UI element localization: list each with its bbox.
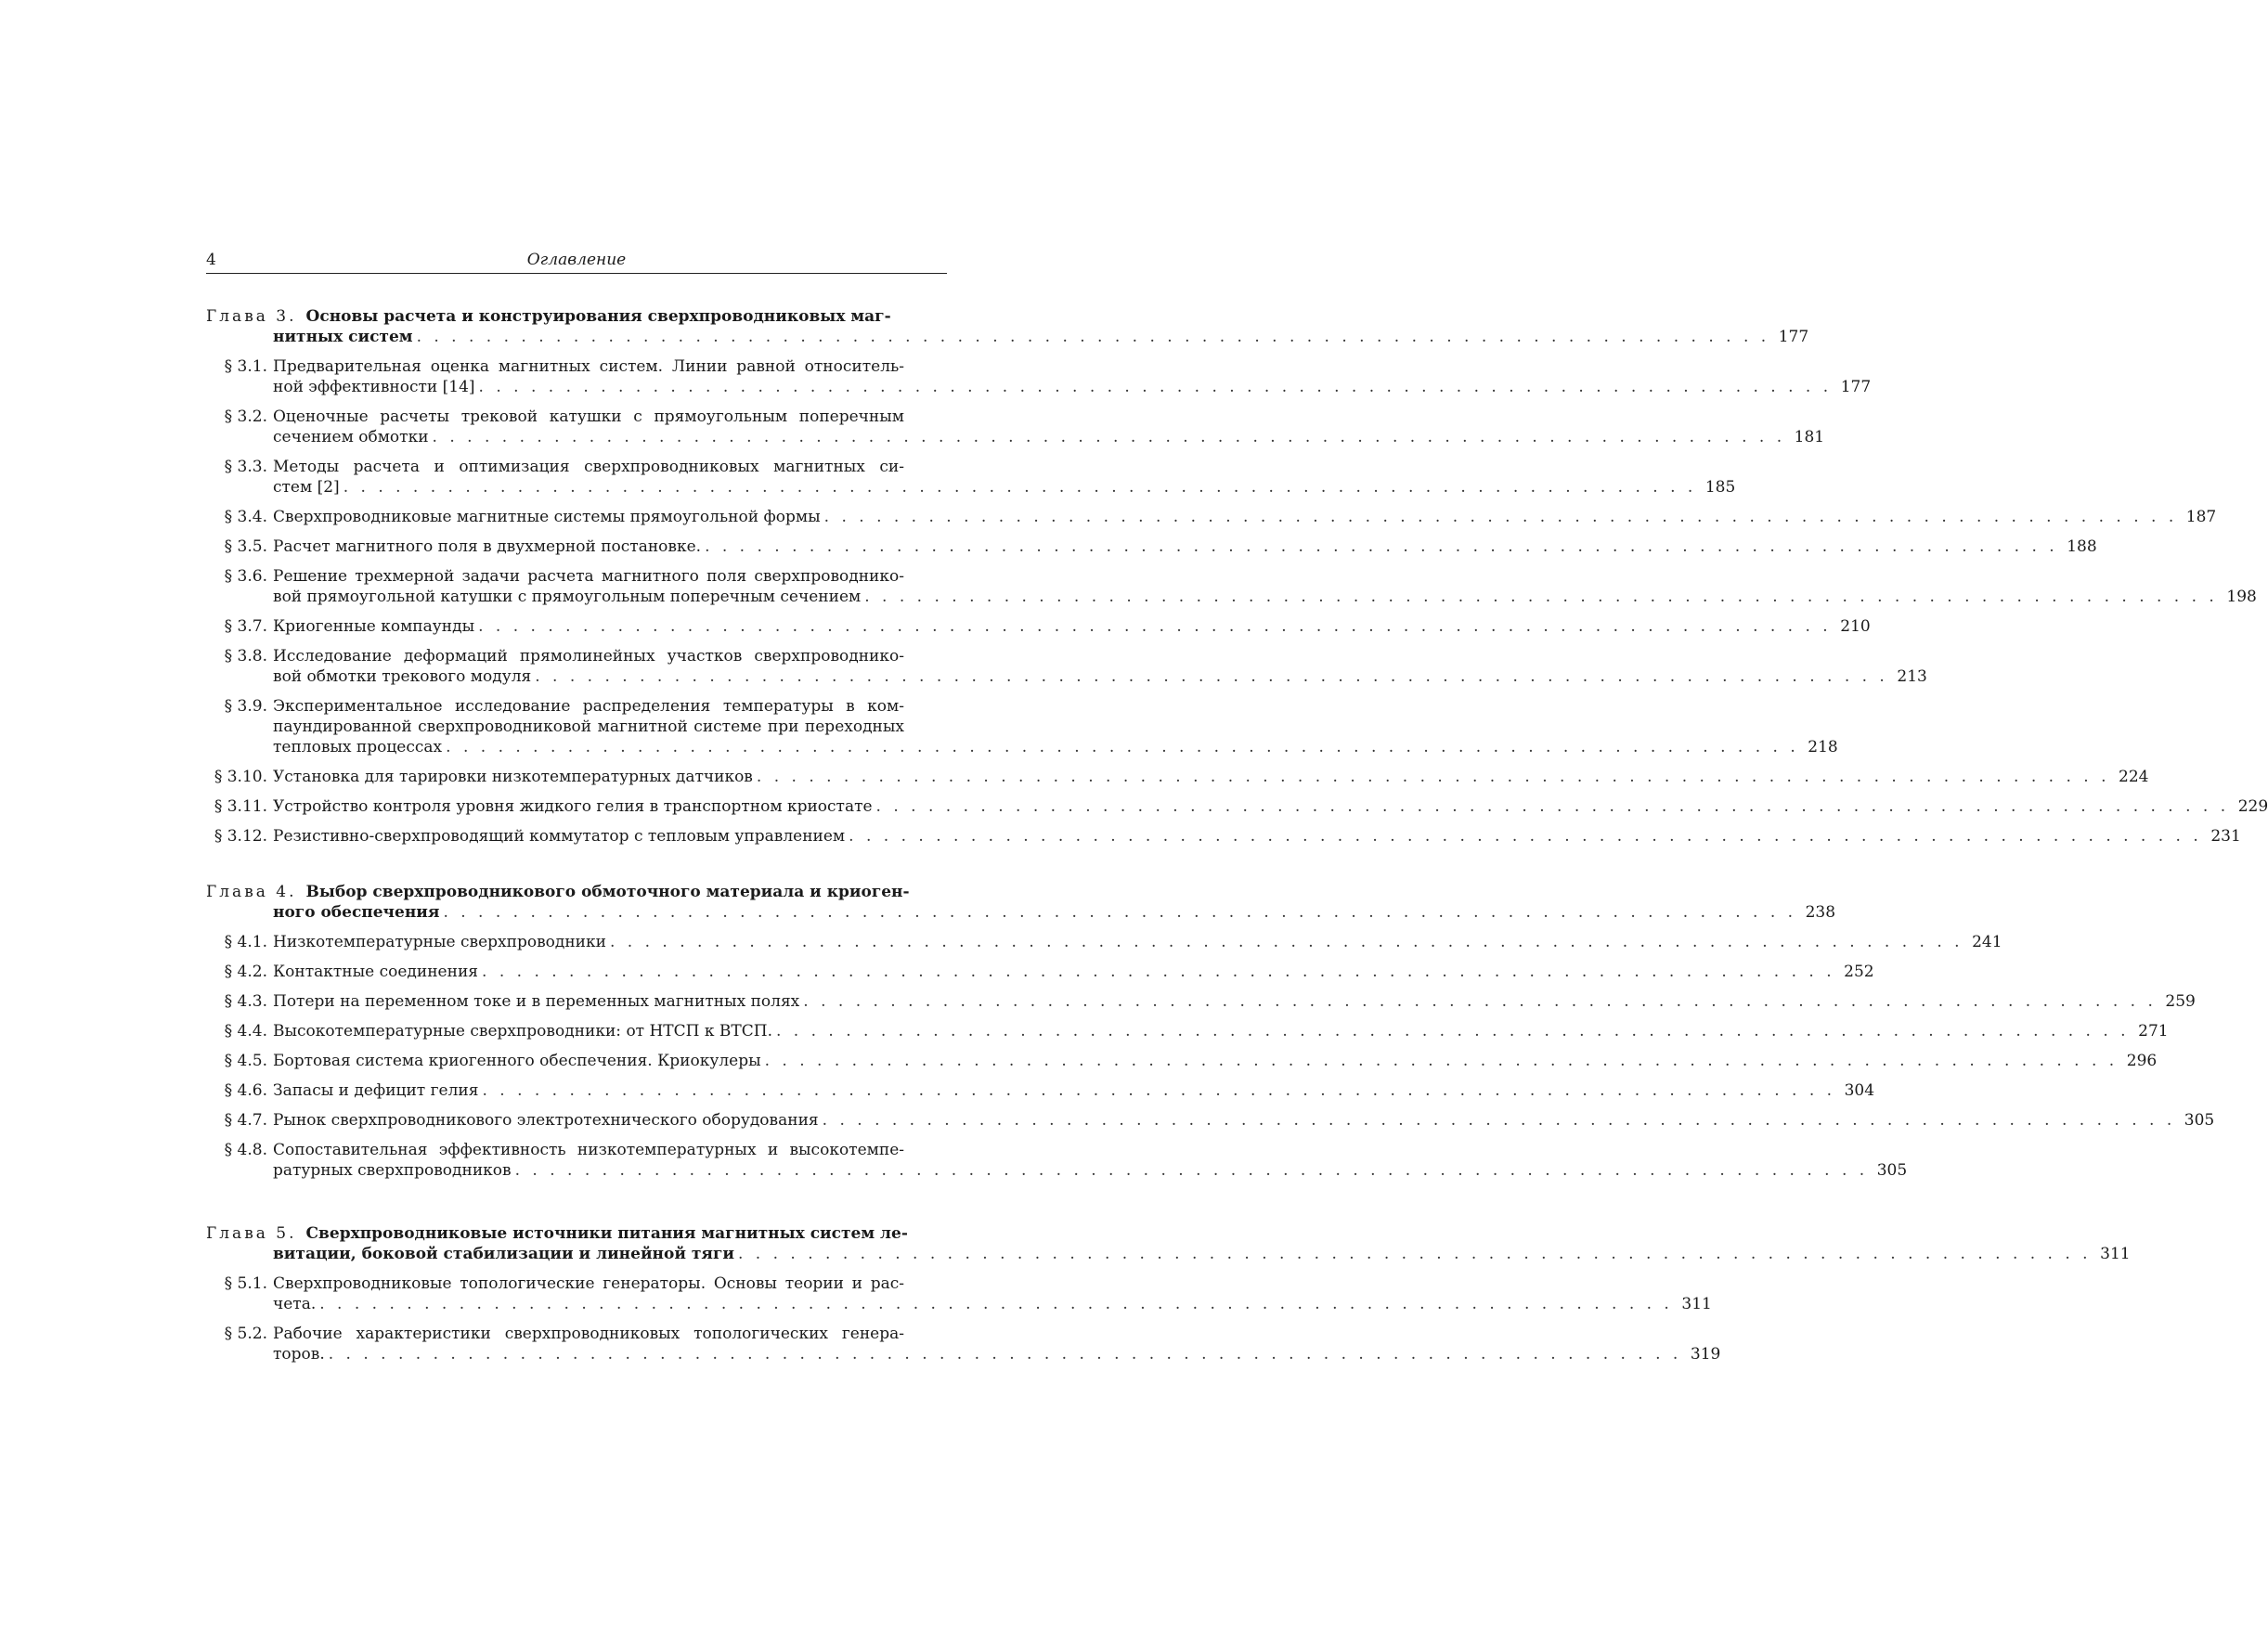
toc-line (206, 991, 2196, 1012)
dot-leader: . . . . . . . . . . . . . . . . . . . . . . . . . . . . . . . . . . . . . . . . . . . . . . . . . . . . . . . . . . . . . . . . . . . . . . . . . . . . . . (416, 328, 1770, 346)
dot-leader: . . . . . . . . . . . . . . . . . . . . . . . . . . . . . . . . . . . . . . . . . . . . . . . . . . . . . . . . . . . . . . . . . . . . . . . . . . . . . . (432, 428, 1786, 446)
section-number: § 3.3. (224, 458, 267, 476)
toc-line (206, 1021, 2169, 1041)
toc-line (206, 1110, 2215, 1131)
section-title: Сверхпроводниковые топологические генераторы. Основы теории и рас- (273, 1274, 904, 1293)
dot-leader: . . . . . . . . . . . . . . . . . . . . . . . . . . . . . . . . . . . . . . . . . . . . . . . . . . . . . . . . . . . . . . . . . . . . . . . . . . . . . . (756, 768, 2110, 786)
chapter-block (206, 882, 2215, 1190)
toc-line (206, 566, 947, 587)
dot-leader: . . . . . . . . . . . . . . . . . . . . . . . . . . . . . . . . . . . . . . . . . . . . . . . . . . . . . . . . . . . . . . . . . . . . . . . . . . . . . . (343, 478, 1697, 497)
section-number: § 4.4. (224, 1022, 267, 1041)
section-number: § 4.2. (224, 963, 267, 981)
section-number: § 3.2. (224, 407, 267, 426)
toc-line (206, 962, 1874, 982)
page-ref: 188 (2067, 537, 2097, 556)
toc-line (206, 826, 2241, 847)
page-ref: 319 (1690, 1345, 1721, 1364)
toc-entry[interactable] (206, 796, 2268, 817)
toc-line (206, 427, 1825, 447)
dot-leader: . . . . . . . . . . . . . . . . . . . . . . . . . . . . . . . . . . . . . . . . . . . . . . . . . . . . . . . . . . . . . . . . . . . . . . . . . . . . . . (482, 963, 1835, 981)
toc-entry[interactable] (206, 1324, 1721, 1364)
chapter-heading[interactable] (206, 882, 1836, 923)
section-number: § 3.12. (214, 827, 267, 846)
toc-line (206, 666, 1927, 687)
toc-line (206, 377, 1872, 397)
dot-leader: . . . . . . . . . . . . . . . . . . . . . . . . . . . . . . . . . . . . . . . . . . . . . . . . . . . . . . . . . . . . . . . . . . . . . . . . . . . . . . (443, 903, 1797, 922)
dot-leader: . . . . . . . . . . . . . . . . . . . . . . . . . . . . . . . . . . . . . . . . . . . . . . . . . . . . . . . . . . . . . . . . . . . . . . . . . . . . . . (328, 1345, 1682, 1364)
page-ref: 187 (2185, 508, 2217, 526)
toc-entry[interactable] (206, 537, 2097, 557)
section-title: Резистивно-сверхпроводящий коммутатор с тепловым управлением (273, 827, 846, 846)
toc-entry[interactable] (206, 1140, 1908, 1181)
section-title-continued: стем [2] (273, 478, 340, 497)
chapter-title-continued: витации, боковой стабилизации и линейной тяги (273, 1245, 734, 1263)
dot-leader: . . . . . . . . . . . . . . . . . . . . . . . . . . . . . . . . . . . . . . . . . . . . . . . . . . . . . . . . . . . . . . . . . . . . . . . . . . . . . . (764, 1052, 2119, 1070)
toc-line (206, 932, 2002, 952)
section-number: § 3.8. (224, 647, 267, 666)
toc-line (206, 537, 2097, 557)
section-title: Исследование деформаций прямолинейных участков сверхпроводнико- (273, 647, 904, 666)
toc-entry[interactable] (206, 1110, 2215, 1131)
toc-line (206, 356, 947, 377)
toc-line (206, 1324, 947, 1344)
section-title: паундированной сверхпроводниковой магнитной системе при переходных (273, 718, 904, 736)
section-title: Решение трехмерной задачи расчета магнитного поля сверхпроводнико- (273, 567, 904, 586)
dot-leader: . . . . . . . . . . . . . . . . . . . . . . . . . . . . . . . . . . . . . . . . . . . . . . . . . . . . . . . . . . . . . . . . . . . . . . . . . . . . . . (822, 1111, 2176, 1130)
section-title-continued: чета. (273, 1295, 317, 1313)
section-title: Предварительная оценка магнитных систем. Линии равной относитель- (273, 357, 904, 376)
chapter-label: Глава 3. (206, 307, 297, 326)
chapter-block (206, 1223, 2131, 1374)
toc-entry[interactable] (206, 767, 2149, 787)
section-title: Криогенные компаунды (273, 617, 475, 636)
section-title: Рабочие характеристики сверхпроводниковых топологических генера- (273, 1325, 904, 1343)
section-title: Оценочные расчеты трековой катушки с прямоугольным поперечным (273, 407, 904, 426)
dot-leader: . . . . . . . . . . . . . . . . . . . . . . . . . . . . . . . . . . . . . . . . . . . . . . . . . . . . . . . . . . . . . . . . . . . . . . . . . . . . . . (535, 667, 1888, 686)
toc-entry[interactable] (206, 962, 1874, 982)
section-title: Расчет магнитного поля в двухмерной постановке. (273, 537, 702, 556)
dot-leader: . . . . . . . . . . . . . . . . . . . . . . . . . . . . . . . . . . . . . . . . . . . . . . . . . . . . . . . . . . . . . . . . . . . . . . . . . . . . . . (705, 537, 2058, 556)
page-ref: 198 (2226, 588, 2257, 606)
page-ref: 296 (2126, 1052, 2158, 1070)
toc-line (206, 587, 2257, 607)
section-number: § 3.6. (224, 567, 267, 586)
toc-line (206, 1294, 1712, 1314)
dot-leader: . . . . . . . . . . . . . . . . . . . . . . . . . . . . . . . . . . . . . . . . . . . . . . . . . . . . . . . . . . . . . . . . . . . . . . . . . . . . . . (514, 1161, 1869, 1180)
section-number: § 3.1. (224, 357, 267, 376)
section-title-continued: ной эффективности [14] (273, 378, 475, 396)
toc-line (206, 616, 1871, 637)
section-number: § 4.7. (224, 1111, 267, 1130)
chapter-title-line (206, 327, 1809, 347)
section-title: Низкотемпературные сверхпроводники (273, 933, 606, 951)
toc-entry[interactable] (206, 991, 2196, 1012)
toc-line (206, 407, 947, 427)
page-ref: 305 (2184, 1111, 2215, 1130)
chapter-heading[interactable] (206, 306, 1809, 347)
toc-entry[interactable] (206, 356, 1872, 397)
toc-entry[interactable] (206, 1273, 1712, 1314)
page-ref: 271 (2138, 1022, 2169, 1041)
toc-entry[interactable] (206, 696, 1838, 757)
page-ref: 252 (1844, 963, 1874, 981)
toc-line (206, 1344, 1721, 1364)
dot-leader: . . . . . . . . . . . . . . . . . . . . . . . . . . . . . . . . . . . . . . . . . . . . . . . . . . . . . . . . . . . . . . . . . . . . . . . . . . . . . . (482, 1081, 1836, 1100)
toc-entry[interactable] (206, 826, 2241, 847)
section-number: § 3.11. (214, 797, 267, 816)
toc-line (206, 1273, 947, 1294)
section-title-continued: тепловых процессах (273, 738, 443, 756)
page-ref: 177 (1778, 328, 1809, 346)
page-ref: 304 (1844, 1081, 1875, 1100)
section-number: § 4.6. (224, 1081, 267, 1100)
chapter-title: Основы расчета и конструирования сверхпроводниковых маг- (305, 307, 891, 326)
chapter-block (206, 306, 2268, 856)
toc-line (206, 457, 947, 477)
chapter-title: Выбор сверхпроводникового обмоточного материала и криоген- (305, 883, 910, 901)
chapter-title-continued: ного обеспечения (273, 903, 440, 922)
section-number: § 5.1. (224, 1274, 267, 1293)
toc-line (206, 646, 947, 666)
section-title: Методы расчета и оптимизация сверхпроводниковых магнитных си- (273, 458, 904, 476)
dot-leader: . . . . . . . . . . . . . . . . . . . . . . . . . . . . . . . . . . . . . . . . . . . . . . . . . . . . . . . . . . . . . . . . . . . . . . . . . . . . . . (319, 1295, 1673, 1313)
section-number: § 4.1. (224, 933, 267, 951)
page-ref: 218 (1808, 738, 1838, 756)
toc-entry[interactable] (206, 1021, 2169, 1041)
section-title: Сопоставительная эффективность низкотемпературных и высокотемпе- (273, 1141, 904, 1159)
toc-line (206, 1051, 2158, 1071)
toc-entry[interactable] (206, 646, 1927, 687)
page-ref: 210 (1840, 617, 1871, 636)
toc-line (206, 477, 1736, 498)
toc-line (206, 737, 1838, 757)
chapter-title-line (206, 1244, 2131, 1264)
chapter-title: Сверхпроводниковые источники питания магнитных систем ле- (305, 1224, 908, 1243)
section-title: Сверхпроводниковые магнитные системы прямоугольной формы (273, 508, 821, 526)
section-title: Устройство контроля уровня жидкого гелия в транспортном криостате (273, 797, 873, 816)
page-ref: 185 (1704, 478, 1736, 497)
section-title-continued: вой обмотки трекового модуля (273, 667, 532, 686)
chapter-label: Глава 4. (206, 883, 297, 901)
toc-line (206, 1140, 947, 1160)
chapter-title-line (206, 1223, 947, 1244)
section-title-continued: торов. (273, 1345, 325, 1364)
page-number: 4 (206, 251, 216, 269)
section-title: Экспериментальное исследование распределения температуры в ком- (273, 697, 904, 716)
toc-line (206, 796, 2268, 817)
running-head (206, 249, 947, 274)
running-title: Оглавление (526, 251, 627, 269)
toc-line (206, 1160, 1908, 1181)
page-ref: 259 (2165, 992, 2196, 1011)
toc-entry[interactable] (206, 1051, 2158, 1071)
page-ref: 177 (1840, 378, 1872, 396)
chapter-heading[interactable] (206, 1223, 2131, 1264)
toc-entry[interactable] (206, 407, 1825, 447)
dot-leader: . . . . . . . . . . . . . . . . . . . . . . . . . . . . . . . . . . . . . . . . . . . . . . . . . . . . . . . . . . . . . . . . . . . . . . . . . . . . . . (737, 1245, 2092, 1263)
section-number: § 5.2. (224, 1325, 267, 1343)
section-title-continued: ратурных сверхпроводников (273, 1161, 512, 1180)
page-ref: 241 (1972, 933, 2002, 951)
toc-entry[interactable] (206, 566, 2257, 607)
dot-leader: . . . . . . . . . . . . . . . . . . . . . . . . . . . . . . . . . . . . . . . . . . . . . . . . . . . . . . . . . . . . . . . . . . . . . . . . . . . . . . (446, 738, 1799, 756)
page-ref: 231 (2210, 827, 2241, 846)
page-ref: 229 (2237, 797, 2268, 816)
section-number: § 3.10. (214, 768, 267, 786)
dot-leader: . . . . . . . . . . . . . . . . . . . . . . . . . . . . . . . . . . . . . . . . . . . . . . . . . . . . . . . . . . . . . . . . . . . . . . . . . . . . . . (478, 617, 1832, 636)
section-title: Бортовая система криогенного обеспечения. Криокулеры (273, 1052, 761, 1070)
section-title: Контактные соединения (273, 963, 479, 981)
dot-leader: . . . . . . . . . . . . . . . . . . . . . . . . . . . . . . . . . . . . . . . . . . . . . . . . . . . . . . . . . . . . . . . . . . . . . . . . . . . . . . (478, 378, 1833, 396)
chapter-label: Глава 5. (206, 1224, 297, 1243)
chapter-title-line (206, 306, 947, 327)
chapter-title-continued: нитных систем (273, 328, 413, 346)
section-number: § 3.5. (224, 537, 267, 556)
dot-leader: . . . . . . . . . . . . . . . . . . . . . . . . . . . . . . . . . . . . . . . . . . . . . . . . . . . . . . . . . . . . . . . . . . . . . . . . . . . . . . (609, 933, 1963, 951)
toc-entry[interactable] (206, 507, 2217, 527)
toc-line (206, 696, 947, 717)
page-ref: 213 (1897, 667, 1927, 686)
dot-leader: . . . . . . . . . . . . . . . . . . . . . . . . . . . . . . . . . . . . . . . . . . . . . . . . . . . . . . . . . . . . . . . . . . . . . . . . . . . . . . (803, 992, 2157, 1011)
toc-line (206, 1080, 1875, 1101)
section-title-continued: сечением обмотки (273, 428, 429, 446)
dot-leader: . . . . . . . . . . . . . . . . . . . . . . . . . . . . . . . . . . . . . . . . . . . . . . . . . . . . . . . . . . . . . . . . . . . . . . . . . . . . . . (849, 827, 2202, 846)
toc-entry[interactable] (206, 616, 1871, 637)
dot-leader: . . . . . . . . . . . . . . . . . . . . . . . . . . . . . . . . . . . . . . . . . . . . . . . . . . . . . . . . . . . . . . . . . . . . . . . . . . . . . . (823, 508, 2178, 526)
section-title: Установка для тарировки низкотемпературных датчиков (273, 768, 753, 786)
section-number: § 3.7. (224, 617, 267, 636)
section-title-continued: вой прямоугольной катушки с прямоугольным поперечным сечением (273, 588, 862, 606)
page-ref: 305 (1876, 1161, 1908, 1180)
page-ref: 311 (1681, 1295, 1712, 1313)
page-ref: 238 (1805, 903, 1836, 922)
chapter-title-line (206, 902, 1836, 923)
section-number: § 4.3. (224, 992, 267, 1011)
toc-entry[interactable] (206, 457, 1736, 498)
toc-line (206, 507, 2217, 527)
toc-entry[interactable] (206, 932, 2002, 952)
chapter-title-line (206, 882, 947, 902)
section-number: § 4.8. (224, 1141, 267, 1159)
page-ref: 311 (2100, 1245, 2131, 1263)
toc-line (206, 767, 2149, 787)
section-title: Запасы и дефицит гелия (273, 1081, 479, 1100)
section-title: Рынок сверхпроводникового электротехнического оборудования (273, 1111, 819, 1130)
section-number: § 3.4. (224, 508, 267, 526)
section-title: Высокотемпературные сверхпроводники: от НТСП к ВТСП. (273, 1022, 772, 1041)
section-title: Потери на переменном токе и в переменных магнитных полях (273, 992, 800, 1011)
toc-entry[interactable] (206, 1080, 1875, 1101)
dot-leader: . . . . . . . . . . . . . . . . . . . . . . . . . . . . . . . . . . . . . . . . . . . . . . . . . . . . . . . . . . . . . . . . . . . . . . . . . . . . . . (875, 797, 2230, 816)
dot-leader: . . . . . . . . . . . . . . . . . . . . . . . . . . . . . . . . . . . . . . . . . . . . . . . . . . . . . . . . . . . . . . . . . . . . . . . . . . . . . . (864, 588, 2218, 606)
dot-leader: . . . . . . . . . . . . . . . . . . . . . . . . . . . . . . . . . . . . . . . . . . . . . . . . . . . . . . . . . . . . . . . . . . . . . . . . . . . . . . (775, 1022, 2130, 1041)
section-number: § 4.5. (224, 1052, 267, 1070)
section-number: § 3.9. (224, 697, 267, 716)
page-ref: 181 (1794, 428, 1825, 446)
toc-line (206, 717, 947, 737)
page-ref: 224 (2119, 768, 2149, 786)
